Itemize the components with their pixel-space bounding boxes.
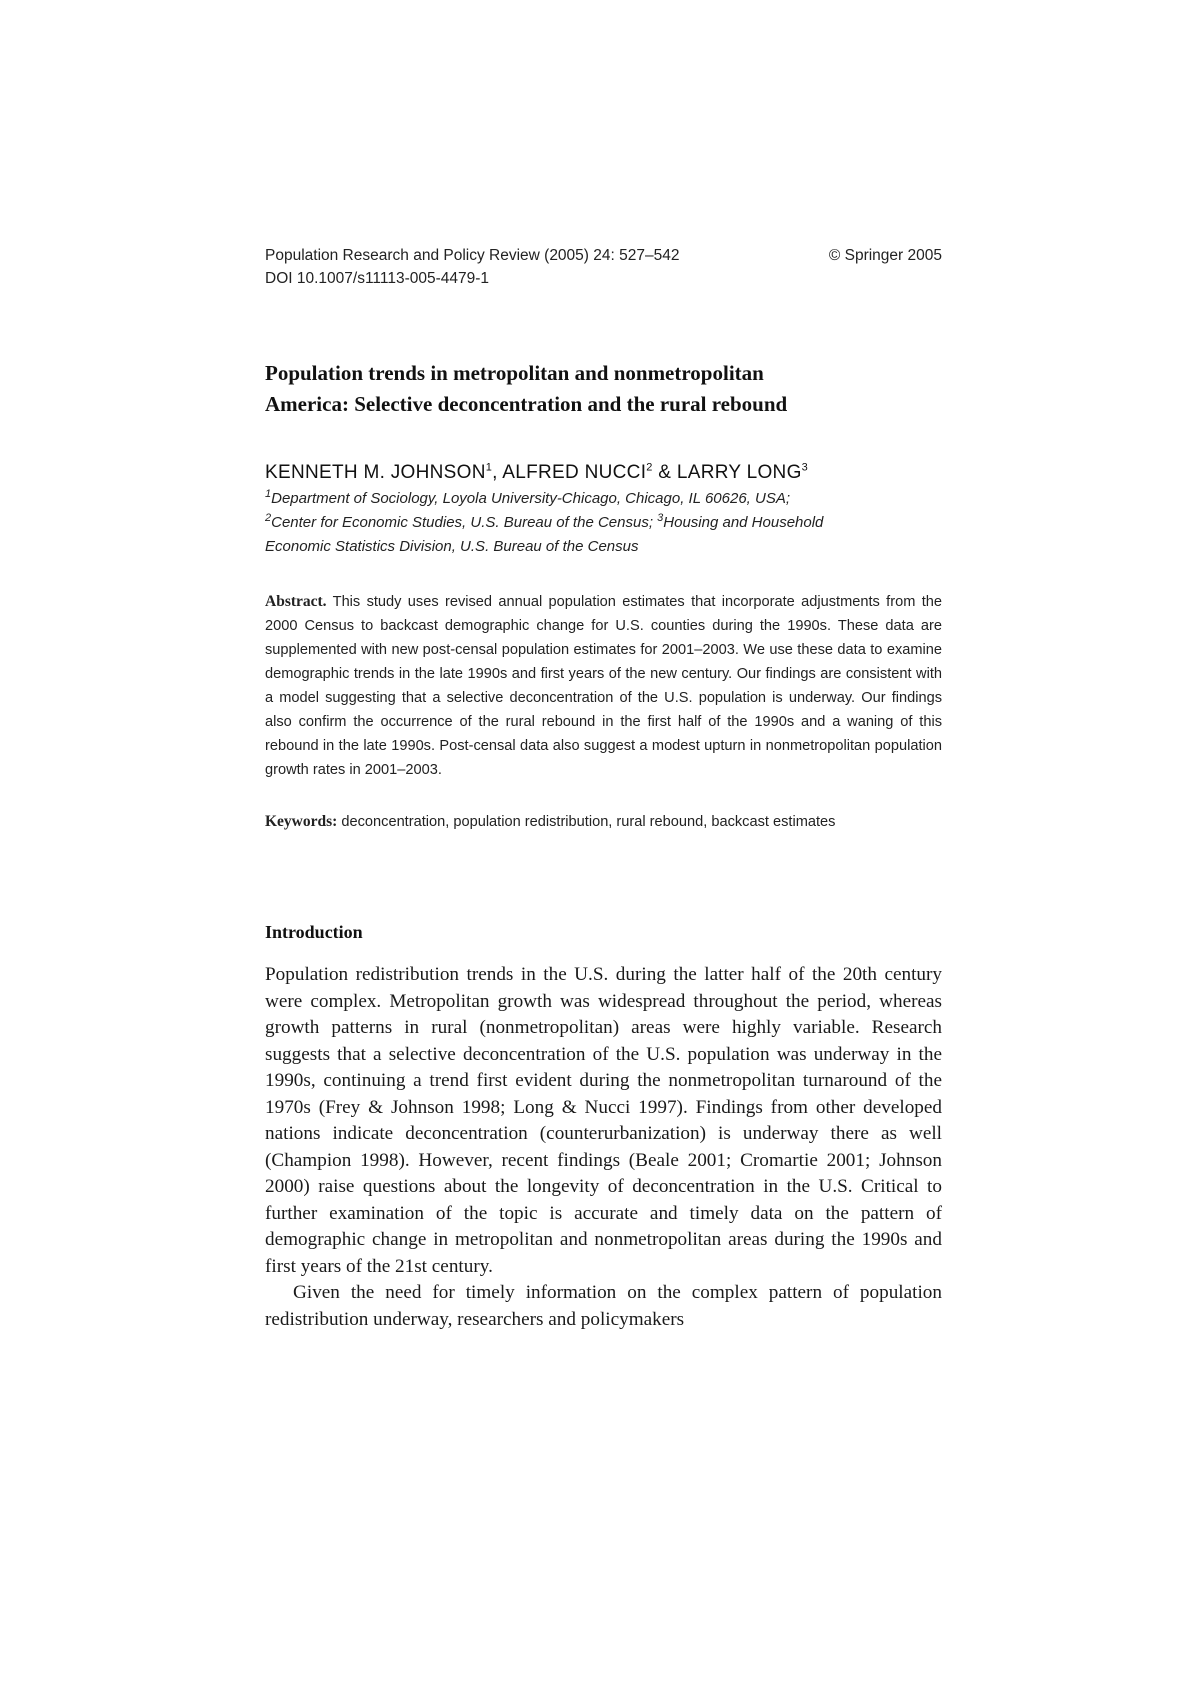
body-paragraph: Given the need for timely information on the complex pattern of population redistribution underway, researchers and policymakers (265, 1282, 942, 1330)
journal-header (265, 244, 942, 290)
affiliation-marker: 2 (265, 512, 272, 524)
doi: DOI 10.1007/s11113-005-4479-1 (265, 270, 490, 287)
copyright-notice: © Springer 2005 (828, 247, 942, 264)
abstract-text: This study uses revised annual population estimates that incorporate adjustments from the 2000 Census to backcast demographic change for U.S. counties during the 1990s. These data are supplemented with new post-censal population estimates for 2001–2003. We use these data to examine demographic trends in the late 1990s and first years of the new century. Our findings are consistent with a model suggesting that a selective deconcentration of the U.S. population is underway. Our findings also confirm the occurrence of the rural rebound in the first half of the 1990s and a waning of this rebound in the late 1990s. Post-censal data also suggest a modest upturn in nonmetropolitan population growth rates in 2001–2003. (265, 594, 942, 778)
journal-citation: Population Research and Policy Review (2005) 24: 527–542 (265, 247, 680, 264)
section-body (265, 962, 942, 1333)
affiliation-text: Housing and Household (663, 514, 824, 531)
keywords-text: deconcentration, population redistribution, rural rebound, backcast estimates (341, 814, 836, 830)
affiliation-marker: 3 (657, 512, 664, 524)
author-superscript: 2 (646, 461, 653, 474)
affiliation-text: Center for Economic Studies, U.S. Bureau of the Census; (271, 514, 658, 531)
author-name: ALFRED NUCCI (502, 462, 647, 483)
author-name: KENNETH M. JOHNSON (265, 462, 486, 483)
author-separator: , (492, 462, 503, 483)
affiliations (265, 487, 942, 559)
keywords-label: Keywords: (265, 813, 338, 830)
author-superscript: 3 (801, 461, 809, 474)
keywords (265, 810, 942, 834)
affiliation-line-1 (265, 487, 942, 511)
author-separator: & (652, 462, 677, 483)
abstract (265, 590, 942, 782)
author-list (265, 460, 942, 486)
title-line-2: America: Selective deconcentration and the rural rebound (265, 392, 788, 416)
author-superscript: 1 (485, 461, 493, 474)
affiliation-text: Department of Sociology, Loyola University-Chicago, Chicago, IL 60626, USA; (271, 490, 791, 507)
paper-title (265, 358, 942, 420)
affiliation-marker: 1 (265, 488, 272, 500)
author-name: LARRY LONG (676, 462, 802, 483)
abstract-label: Abstract. (265, 593, 327, 610)
body-paragraph: Population redistribution trends in the U.S. during the latter half of the 20th century were complex. Metropolitan growth was widespread throughout the period, whereas growth patterns in rural (nonmetropolitan) areas were highly variable. Research suggests that a selective deconcentration of the U.S. population was underway in the 1990s, continuing a trend first evident during the nonmetropolitan turnaround of the 1970s (Frey & Johnson 1998; Long & Nucci 1997). Findings from other developed nations indicate deconcentration (counterurbanization) is underway there as well (Champion 1998). However, recent findings (Beale 2001; Cromartie 2001; Johnson 2000) raise questions about the longevity of deconcentration in the U.S. Critical to further examination of the topic is accurate and timely data on the pattern of demographic change in metropolitan and nonmetropolitan areas during the 1990s and first years of the 21st century. (265, 964, 942, 1277)
affiliation-line-2 (265, 511, 942, 535)
section-heading: Introduction (265, 922, 363, 942)
title-line-1: Population trends in metropolitan and nonmetropolitan (265, 361, 764, 385)
affiliation-line-3: Economic Statistics Division, U.S. Bureau of the Census (265, 538, 639, 555)
